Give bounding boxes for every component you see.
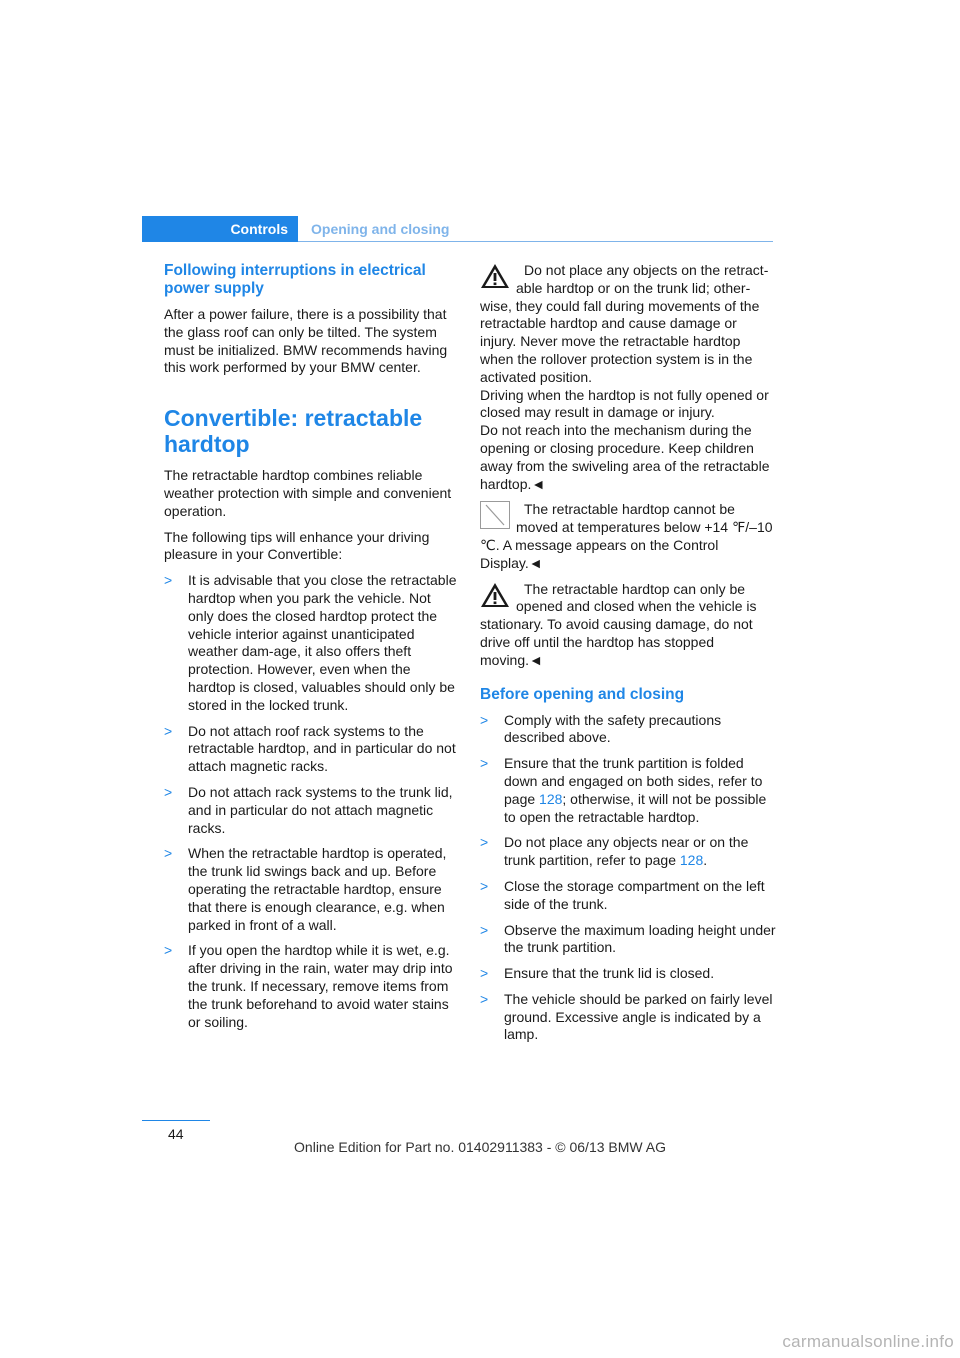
bullet-marker: > — [480, 921, 489, 938]
page-header — [142, 216, 773, 242]
list-item — [480, 922, 776, 958]
end-mark: ◄ — [531, 475, 546, 492]
bullet-marker: > — [164, 572, 173, 589]
watermark: carmanualsonline.info — [782, 1332, 954, 1351]
list-item-text: Ensure that the trunk partition is folded down and engaged on both sides, refer to page — [504, 755, 763, 807]
bullet-marker: > — [164, 783, 173, 800]
tips-list — [164, 572, 460, 1031]
list-item-text: It is advisable that you close the retractable hardtop when you park the vehicle. Not only does the closed hardtop protect the vehicle interior against unanticipated weather dam-age, it also offers theft protection. However, even when the hardtop is closed, valuables should only be stored in the locked trunk. — [188, 572, 457, 713]
bullet-marker: > — [480, 877, 489, 894]
note-text: The retractable hardtop cannot be moved at temperatures below +14 ℉/–10 ℃. A message appears on the Control Display. — [480, 501, 773, 571]
list-item — [164, 784, 460, 837]
end-mark: ◄ — [528, 554, 543, 571]
page-reference-link[interactable]: 128 — [539, 790, 563, 807]
list-item — [480, 834, 776, 870]
list-item-text: Observe the maximum loading height under the trunk partition. — [504, 921, 776, 956]
page-number: 44 — [168, 1126, 184, 1142]
note-callout-temperature — [480, 501, 776, 572]
footer-divider — [142, 1120, 210, 1121]
list-item-text: Do not attach roof rack systems to the retractable hardtop, and in particular do not attach magnetic racks. — [188, 722, 456, 775]
list-item-text: The vehicle should be parked on fairly level ground. Excessive angle is indicated by a lamp. — [504, 990, 773, 1043]
bullet-marker: > — [164, 722, 173, 739]
list-item — [480, 991, 776, 1044]
section-title: Opening and closing — [311, 221, 450, 237]
list-item — [164, 942, 460, 1031]
list-item-text: ; otherwise, it will not be possible to open the retractable hardtop. — [504, 790, 767, 825]
list-item — [480, 965, 776, 983]
right-column — [480, 262, 776, 1052]
bullet-marker: > — [480, 834, 489, 851]
list-item-text: Close the storage compartment on the left side of the trunk. — [504, 877, 765, 912]
list-item-text: When the retractable hardtop is operated, the trunk lid swings back and up. Before operating the retractable hardtop, ensure that there is enough clearance, e.g. when parked in front of a wall. — [188, 845, 447, 933]
end-mark: ◄ — [529, 651, 543, 668]
bullet-marker: > — [164, 942, 173, 959]
paragraph-intro: The retractable hardtop combines reliable weather protection with simple and convenient operation. — [164, 467, 452, 519]
list-item — [480, 712, 776, 748]
warning-triangle-icon — [480, 262, 510, 290]
list-item-text: Do not place any objects near or on the trunk partition, refer to page — [504, 834, 749, 869]
subheading-before-opening: Before opening and closing — [480, 685, 685, 703]
list-item-text: . — [703, 852, 708, 869]
list-item — [480, 878, 776, 914]
bullet-marker: > — [480, 711, 489, 728]
heading-convertible-hardtop: Convertible: retractable hardtop — [164, 405, 423, 458]
chapter-tab: Controls — [142, 216, 298, 242]
warning-text-3: Do not reach into the mechanism during the opening or closing procedure. Keep children away from the swiveling area of the retractable hardtop. — [480, 422, 770, 492]
warning-callout-stationary — [480, 581, 776, 670]
paragraph-tips-intro: The following tips will enhance your driving pleasure in your Convertible: — [164, 528, 430, 563]
paragraph-power-supply: After a power failure, there is a possibility that the glass roof can only be tilted. The system must be initialized. BMW recommends having this work performed by your BMW center. — [164, 306, 448, 376]
left-column — [164, 262, 460, 1039]
warning-text-2: Driving when the hardtop is not fully opened or closed may result in damage or injury. — [480, 386, 769, 421]
bullet-marker: > — [480, 990, 489, 1007]
bullet-marker: > — [164, 845, 173, 862]
list-item-text: Comply with the safety precautions described above. — [504, 711, 722, 746]
precautions-list — [480, 712, 776, 1045]
list-item — [164, 572, 460, 714]
warning-callout-hardtop — [480, 262, 776, 493]
bullet-marker: > — [480, 965, 489, 982]
list-item-text: If you open the hardtop while it is wet, e.g. after driving in the rain, water may drip into the trunk. If necessary, remove items from the trunk beforehand to avoid water stains or soiling. — [188, 942, 453, 1030]
edition-footer: Online Edition for Part no. 01402911383 - © 06/13 BMW AG — [294, 1139, 666, 1155]
list-item-text: Do not attach rack systems to the trunk lid, and in particular do not attach magnetic racks. — [188, 783, 453, 836]
warning-text: Do not place any objects on the retract-able hardtop or on the trunk lid; other-wise, they could fall during movements of the retractable hardtop and cause damage or injury. Never move the retractable hardtop when the rollover protection system is in the activated position. — [480, 262, 769, 385]
note-icon — [480, 501, 510, 529]
list-item — [480, 755, 776, 826]
list-item — [164, 723, 460, 776]
subheading-power-supply: Following interruptions in electrical power supply — [164, 262, 426, 297]
page-reference-link[interactable]: 128 — [679, 852, 704, 869]
list-item-text: Ensure that the trunk lid is closed. — [504, 965, 715, 982]
warning-triangle-icon — [480, 581, 510, 609]
header-divider — [298, 241, 773, 242]
warning-text: The retractable hardtop can only be opened and closed when the vehicle is stationary. To avoid causing damage, do not drive off until the hardtop has stopped moving. — [480, 580, 757, 668]
bullet-marker: > — [480, 755, 489, 772]
list-item — [164, 845, 460, 934]
